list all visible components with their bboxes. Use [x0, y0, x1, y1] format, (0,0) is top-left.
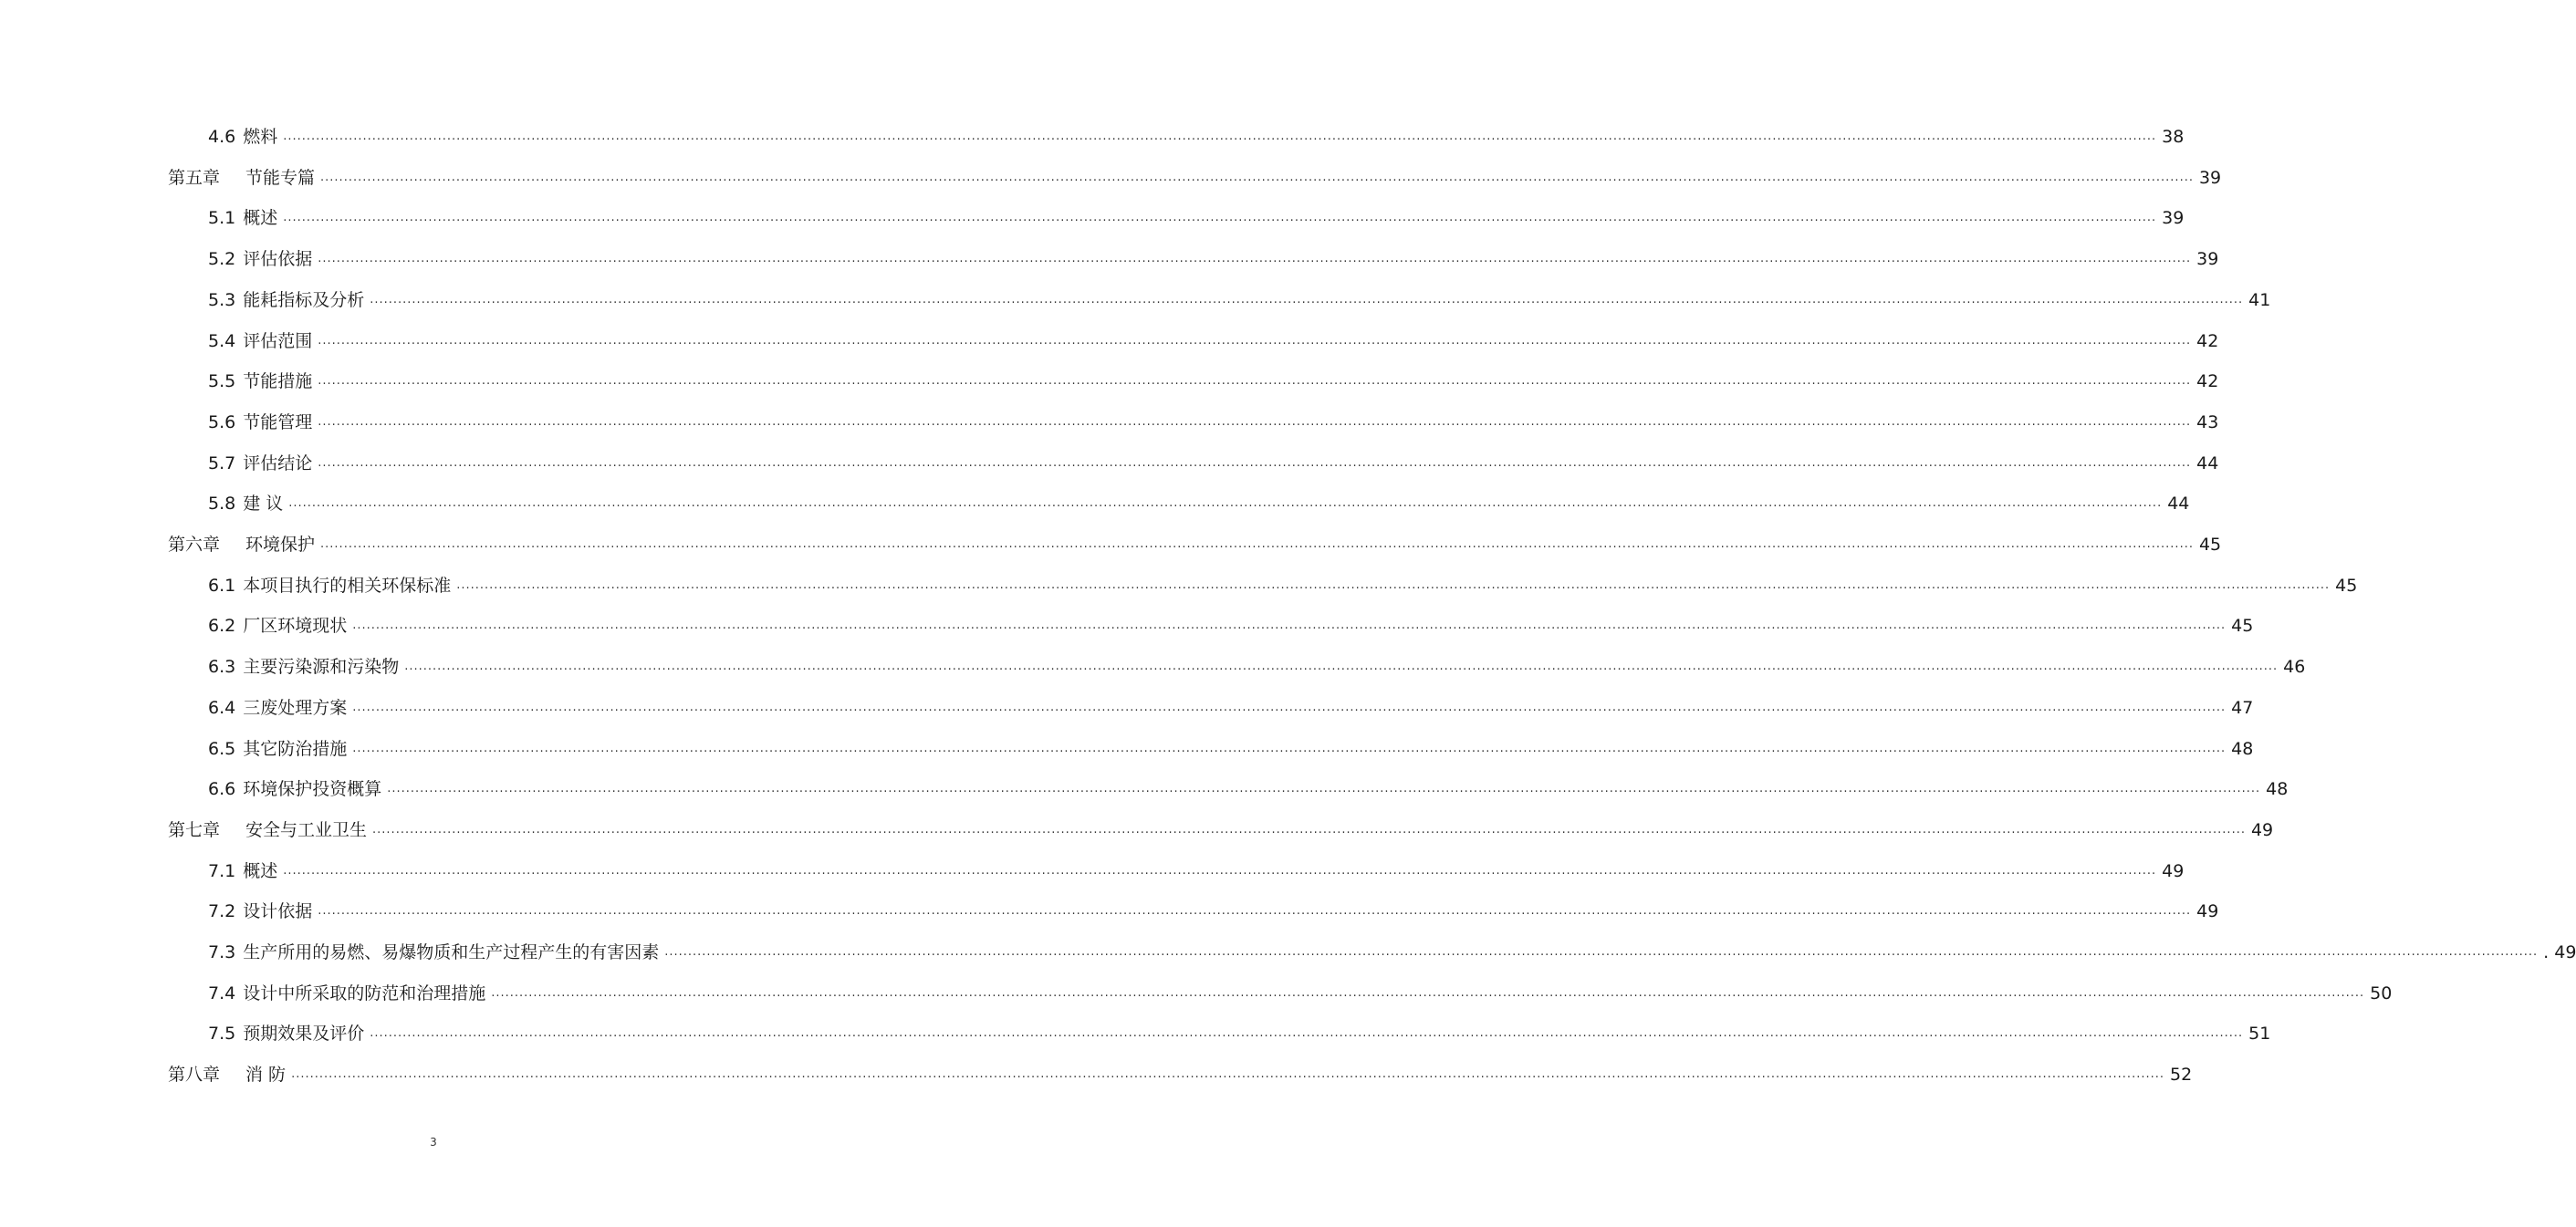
- toc-section-entry[interactable]: [208, 858, 2185, 885]
- toc-entry-number: 6.5: [208, 738, 236, 759]
- dot-leader: ................................................................................................................................................................................................................................................................................................................................................................................................................: [387, 782, 2261, 796]
- toc-entry-title: 生产所用的易燃、易爆物质和生产过程产生的有害因素: [243, 942, 660, 962]
- toc-entry-page: 44: [2167, 494, 2190, 515]
- dot-leader: ................................................................................................................................................................................................................................................................................................................................................................................................................: [283, 863, 2157, 878]
- toc-entry-number: 6.4: [208, 697, 236, 718]
- toc-entry-title: 评估范围: [243, 330, 313, 351]
- toc-entry-page: . 49: [2543, 942, 2576, 962]
- toc-section-entry[interactable]: [208, 123, 2185, 151]
- toc-entry-title: 安全与工业卫生: [245, 819, 368, 840]
- toc-entry-number: 7.5: [208, 1024, 236, 1045]
- toc-entry-number: 7.2: [208, 901, 236, 922]
- toc-entry-page: 50: [2370, 983, 2393, 1003]
- toc-entry-title: 概述: [243, 208, 278, 229]
- toc-entry-title: 消 防: [245, 1065, 287, 1086]
- dot-leader: ................................................................................................................................................................................................................................................................................................................................................................................................................: [352, 741, 2227, 755]
- dot-leader: ................................................................................................................................................................................................................................................................................................................................................................................................................: [370, 1026, 2244, 1041]
- toc-entry-page: 52: [2170, 1065, 2193, 1086]
- dot-leader: ................................................................................................................................................................................................................................................................................................................................................................................................................: [491, 985, 2365, 1000]
- toc-entry-page: 45: [2231, 616, 2254, 637]
- toc-entry-page: 49: [2250, 819, 2274, 840]
- toc-entry-page: 39: [2196, 249, 2219, 270]
- toc-entry-title: 概述: [243, 860, 278, 881]
- toc-entry-label: [208, 653, 399, 681]
- toc-entry-number: 5.4: [208, 330, 236, 351]
- dot-leader: ................................................................................................................................................................................................................................................................................................................................................................................................................: [352, 700, 2227, 714]
- dot-leader: ................................................................................................................................................................................................................................................................................................................................................................................................................: [372, 822, 2246, 837]
- toc-section-entry[interactable]: [208, 409, 2219, 436]
- toc-section-entry[interactable]: [208, 898, 2219, 925]
- toc-section-entry[interactable]: [208, 490, 2190, 517]
- toc-entry-number: 5.7: [208, 452, 236, 473]
- toc-entry-page: 49: [2162, 860, 2185, 881]
- toc-entry-title: 燃料: [243, 127, 278, 147]
- toc-entry-label: [208, 572, 451, 599]
- toc-entry-number: 5.1: [208, 208, 236, 229]
- dot-leader: ................................................................................................................................................................................................................................................................................................................................................................................................................: [291, 1067, 2164, 1082]
- toc-entry-label: [208, 980, 485, 1007]
- dot-leader: ................................................................................................................................................................................................................................................................................................................................................................................................................: [320, 537, 2194, 551]
- toc-entry-label: [208, 775, 381, 803]
- toc-entry-label: [208, 245, 312, 273]
- toc-entry-label: [208, 612, 347, 639]
- toc-section-entry[interactable]: [208, 204, 2185, 232]
- toc-entry-label: [208, 1020, 364, 1047]
- toc-entry-page: 39: [2198, 167, 2222, 188]
- toc-entry-page: 42: [2196, 371, 2219, 392]
- toc-entry-title: 设计中所采取的防范和治理措施: [243, 983, 486, 1003]
- toc-entry-label: [208, 409, 312, 436]
- toc-entry-title: 预期效果及评价: [243, 1024, 365, 1045]
- toc-entry-number: 6.2: [208, 616, 236, 637]
- toc-entry-title: 厂区环境现状: [243, 616, 348, 637]
- dot-leader: ................................................................................................................................................................................................................................................................................................................................................................................................................: [283, 130, 2157, 143]
- toc-entry-number: 4.6: [208, 127, 236, 147]
- toc-entry-label: [208, 286, 364, 314]
- toc-entry-page: 45: [2198, 535, 2222, 555]
- toc-entry-number: 5.8: [208, 494, 236, 515]
- toc-entry-label: [208, 328, 312, 355]
- toc-entry-number: 第六章: [168, 535, 221, 555]
- toc-entry-page: 44: [2196, 452, 2219, 473]
- toc-entry-label: [168, 1061, 286, 1088]
- dot-leader: ................................................................................................................................................................................................................................................................................................................................................................................................................: [283, 211, 2157, 225]
- toc-entry-page: 42: [2196, 330, 2219, 351]
- dot-leader: ................................................................................................................................................................................................................................................................................................................................................................................................................: [318, 414, 2192, 429]
- toc-entry-label: [168, 531, 315, 558]
- toc-chapter-entry[interactable]: [168, 164, 2222, 192]
- dot-leader: ................................................................................................................................................................................................................................................................................................................................................................................................................: [352, 619, 2227, 633]
- toc-entry-page: 45: [2335, 575, 2358, 596]
- toc-entry-page: 48: [2231, 738, 2254, 759]
- toc-entry-title: 节能专篇: [245, 167, 316, 188]
- toc-section-entry[interactable]: [208, 939, 2576, 966]
- toc-entry-label: [208, 858, 277, 885]
- dot-leader: ................................................................................................................................................................................................................................................................................................................................................................................................................: [370, 292, 2244, 307]
- toc-chapter-entry[interactable]: [168, 816, 2274, 844]
- toc-entry-title: 设计依据: [243, 901, 313, 922]
- toc-entry-title: 评估依据: [243, 249, 313, 270]
- toc-entry-page: 47: [2231, 697, 2254, 718]
- toc-entry-number: 7.3: [208, 942, 236, 962]
- toc-entry-number: 6.1: [208, 575, 236, 596]
- toc-section-entry[interactable]: [208, 612, 2254, 639]
- toc-entry-number: 5.6: [208, 411, 236, 432]
- toc-entry-label: [208, 898, 312, 925]
- toc-entry-number: 5.3: [208, 289, 236, 310]
- toc-section-entry[interactable]: [208, 694, 2254, 722]
- toc-entry-label: [208, 450, 312, 477]
- toc-entry-title: 节能管理: [243, 411, 313, 432]
- toc-section-entry[interactable]: [208, 450, 2219, 477]
- toc-entry-label: [208, 490, 283, 517]
- toc-entry-number: 5.5: [208, 371, 236, 392]
- toc-section-entry[interactable]: [208, 775, 2289, 803]
- page-number: 3: [430, 1136, 437, 1149]
- toc-entry-number: 6.3: [208, 657, 236, 678]
- toc-entry-label: [208, 123, 277, 151]
- toc-entry-title: 本项目执行的相关环保标准: [243, 575, 452, 596]
- dot-leader: ................................................................................................................................................................................................................................................................................................................................................................................................................: [320, 170, 2194, 184]
- toc-section-entry[interactable]: [208, 980, 2393, 1007]
- toc-entry-label: [208, 204, 277, 232]
- toc-chapter-entry[interactable]: [168, 1061, 2193, 1088]
- toc-section-entry[interactable]: [208, 286, 2271, 314]
- toc-entry-title: 环境保护: [245, 535, 316, 555]
- toc-section-entry[interactable]: [208, 735, 2254, 763]
- toc-entry-page: 51: [2248, 1024, 2271, 1045]
- toc-entry-title: 其它防治措施: [243, 738, 348, 759]
- toc-entry-title: 评估结论: [243, 452, 313, 473]
- toc-section-entry[interactable]: [208, 1020, 2271, 1047]
- toc-entry-title: 能耗指标及分析: [243, 289, 365, 310]
- toc-entry-title: 三废处理方案: [243, 697, 348, 718]
- toc-entry-number: 第七章: [168, 819, 221, 840]
- toc-entry-title: 主要污染源和污染物: [243, 657, 400, 678]
- dot-leader: ................................................................................................................................................................................................................................................................................................................................................................................................................: [318, 455, 2192, 470]
- toc-entry-page: 39: [2162, 208, 2185, 229]
- dot-leader: ................................................................................................................................................................................................................................................................................................................................................................................................................: [664, 945, 2539, 959]
- toc-entry-page: 41: [2248, 289, 2271, 310]
- toc-entry-number: 7.1: [208, 860, 236, 881]
- toc-entry-label: [208, 368, 312, 395]
- dot-leader: ................................................................................................................................................................................................................................................................................................................................................................................................................: [318, 374, 2192, 389]
- toc-entry-label: [208, 939, 659, 966]
- toc-section-entry[interactable]: [208, 572, 2358, 599]
- toc-entry-number: 7.4: [208, 983, 236, 1003]
- toc-entry-number: 6.6: [208, 779, 236, 800]
- toc-entry-number: 第八章: [168, 1065, 221, 1086]
- toc-entry-label: [168, 164, 315, 192]
- toc-section-entry[interactable]: [208, 328, 2219, 355]
- toc-entry-page: 49: [2196, 901, 2219, 922]
- toc-entry-title: 节能措施: [243, 371, 313, 392]
- toc-section-entry[interactable]: [208, 653, 2306, 681]
- dot-leader: ................................................................................................................................................................................................................................................................................................................................................................................................................: [404, 660, 2279, 674]
- dot-leader: ................................................................................................................................................................................................................................................................................................................................................................................................................: [318, 333, 2192, 348]
- toc-entry-page: 46: [2283, 657, 2306, 678]
- toc-entry-page: 48: [2266, 779, 2289, 800]
- toc-entry-title: 建 议: [243, 494, 284, 515]
- toc-entry-page: 38: [2162, 127, 2185, 147]
- toc-entry-number: 5.2: [208, 249, 236, 270]
- toc-section-entry[interactable]: [208, 245, 2219, 273]
- toc-entry-page: 43: [2196, 411, 2219, 432]
- dot-leader: ................................................................................................................................................................................................................................................................................................................................................................................................................: [288, 496, 2163, 511]
- toc-entry-number: 第五章: [168, 167, 221, 188]
- toc-section-entry[interactable]: [208, 368, 2219, 395]
- toc-entry-title: 环境保护投资概算: [243, 779, 382, 800]
- dot-leader: ................................................................................................................................................................................................................................................................................................................................................................................................................: [456, 577, 2331, 592]
- toc-entry-label: [168, 816, 367, 844]
- dot-leader: ................................................................................................................................................................................................................................................................................................................................................................................................................: [318, 252, 2192, 266]
- dot-leader: ................................................................................................................................................................................................................................................................................................................................................................................................................: [318, 904, 2192, 919]
- toc-entry-label: [208, 694, 347, 722]
- toc-chapter-entry[interactable]: [168, 531, 2222, 558]
- toc-entry-label: [208, 735, 347, 763]
